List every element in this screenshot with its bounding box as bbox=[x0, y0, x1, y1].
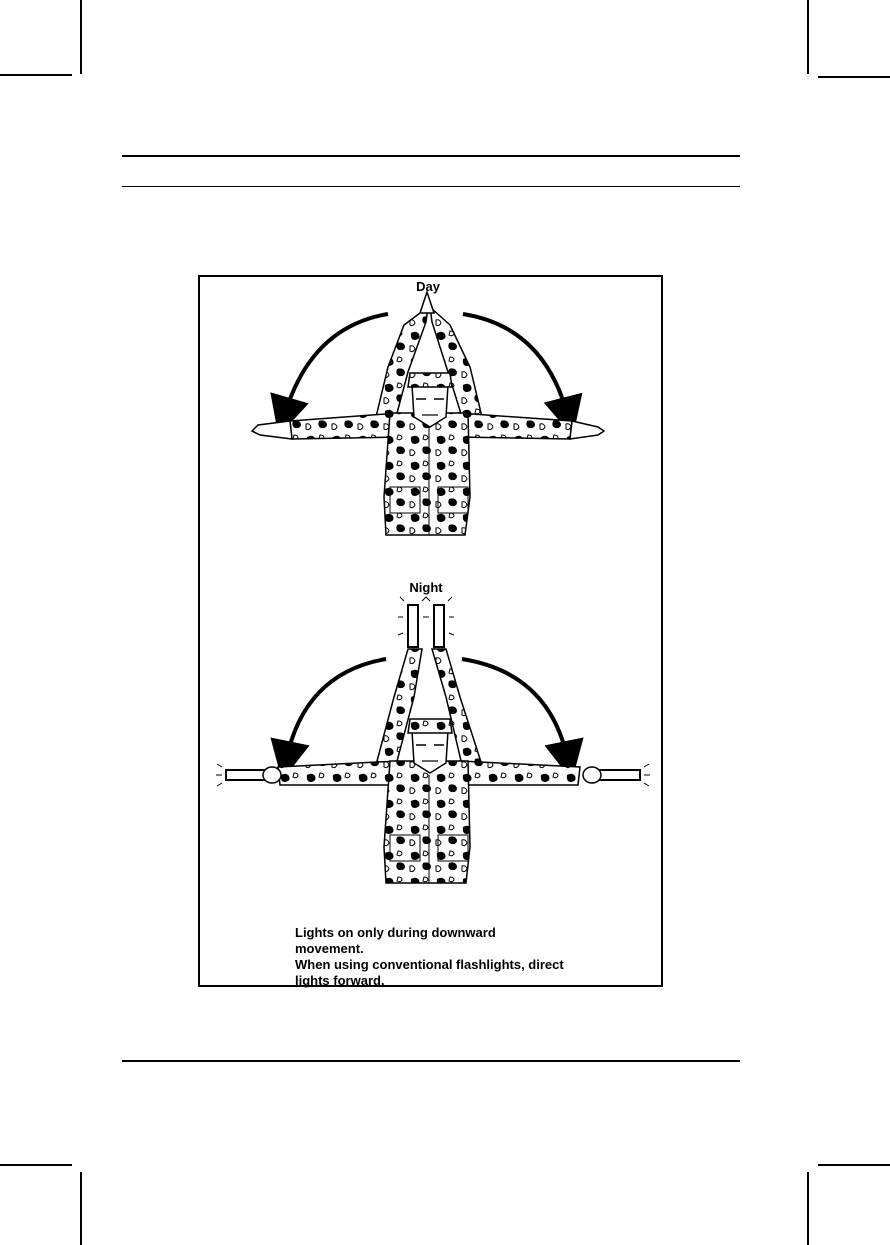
light-wand-up-left bbox=[408, 605, 418, 647]
night-label: Night bbox=[409, 580, 443, 595]
day-arrow-left bbox=[284, 314, 388, 417]
night-arrow-right bbox=[462, 659, 568, 761]
crop-mark-bottom-left-v bbox=[80, 1172, 82, 1245]
day-soldier bbox=[252, 292, 604, 535]
caption-line: Lights on only during downward bbox=[295, 925, 496, 940]
figure-caption bbox=[295, 925, 625, 989]
crop-mark-top-right-h bbox=[818, 76, 890, 78]
figure-illustration bbox=[200, 277, 661, 985]
crop-mark-top-right-v bbox=[807, 0, 809, 74]
light-wand-left bbox=[226, 770, 266, 780]
header-rule-bottom bbox=[122, 186, 740, 187]
caption-line: When using conventional flashlights, direct bbox=[295, 957, 564, 972]
crop-mark-top-left-h bbox=[0, 74, 72, 76]
crop-mark-top-left-v bbox=[80, 0, 82, 74]
caption-line: movement. bbox=[295, 941, 364, 956]
crop-mark-bottom-right-h bbox=[818, 1164, 890, 1166]
crop-mark-bottom-right-v bbox=[807, 1172, 809, 1245]
night-arrow-left bbox=[286, 659, 386, 761]
caption-line: lights forward. bbox=[295, 973, 385, 988]
light-wand-up-right bbox=[434, 605, 444, 647]
night-soldier bbox=[216, 597, 650, 883]
crop-mark-bottom-left-h bbox=[0, 1164, 72, 1166]
header-rule-top bbox=[122, 155, 740, 157]
footer-rule bbox=[122, 1060, 740, 1062]
day-label: Day bbox=[416, 279, 440, 294]
light-wand-right bbox=[600, 770, 640, 780]
signal-figure bbox=[198, 275, 663, 987]
